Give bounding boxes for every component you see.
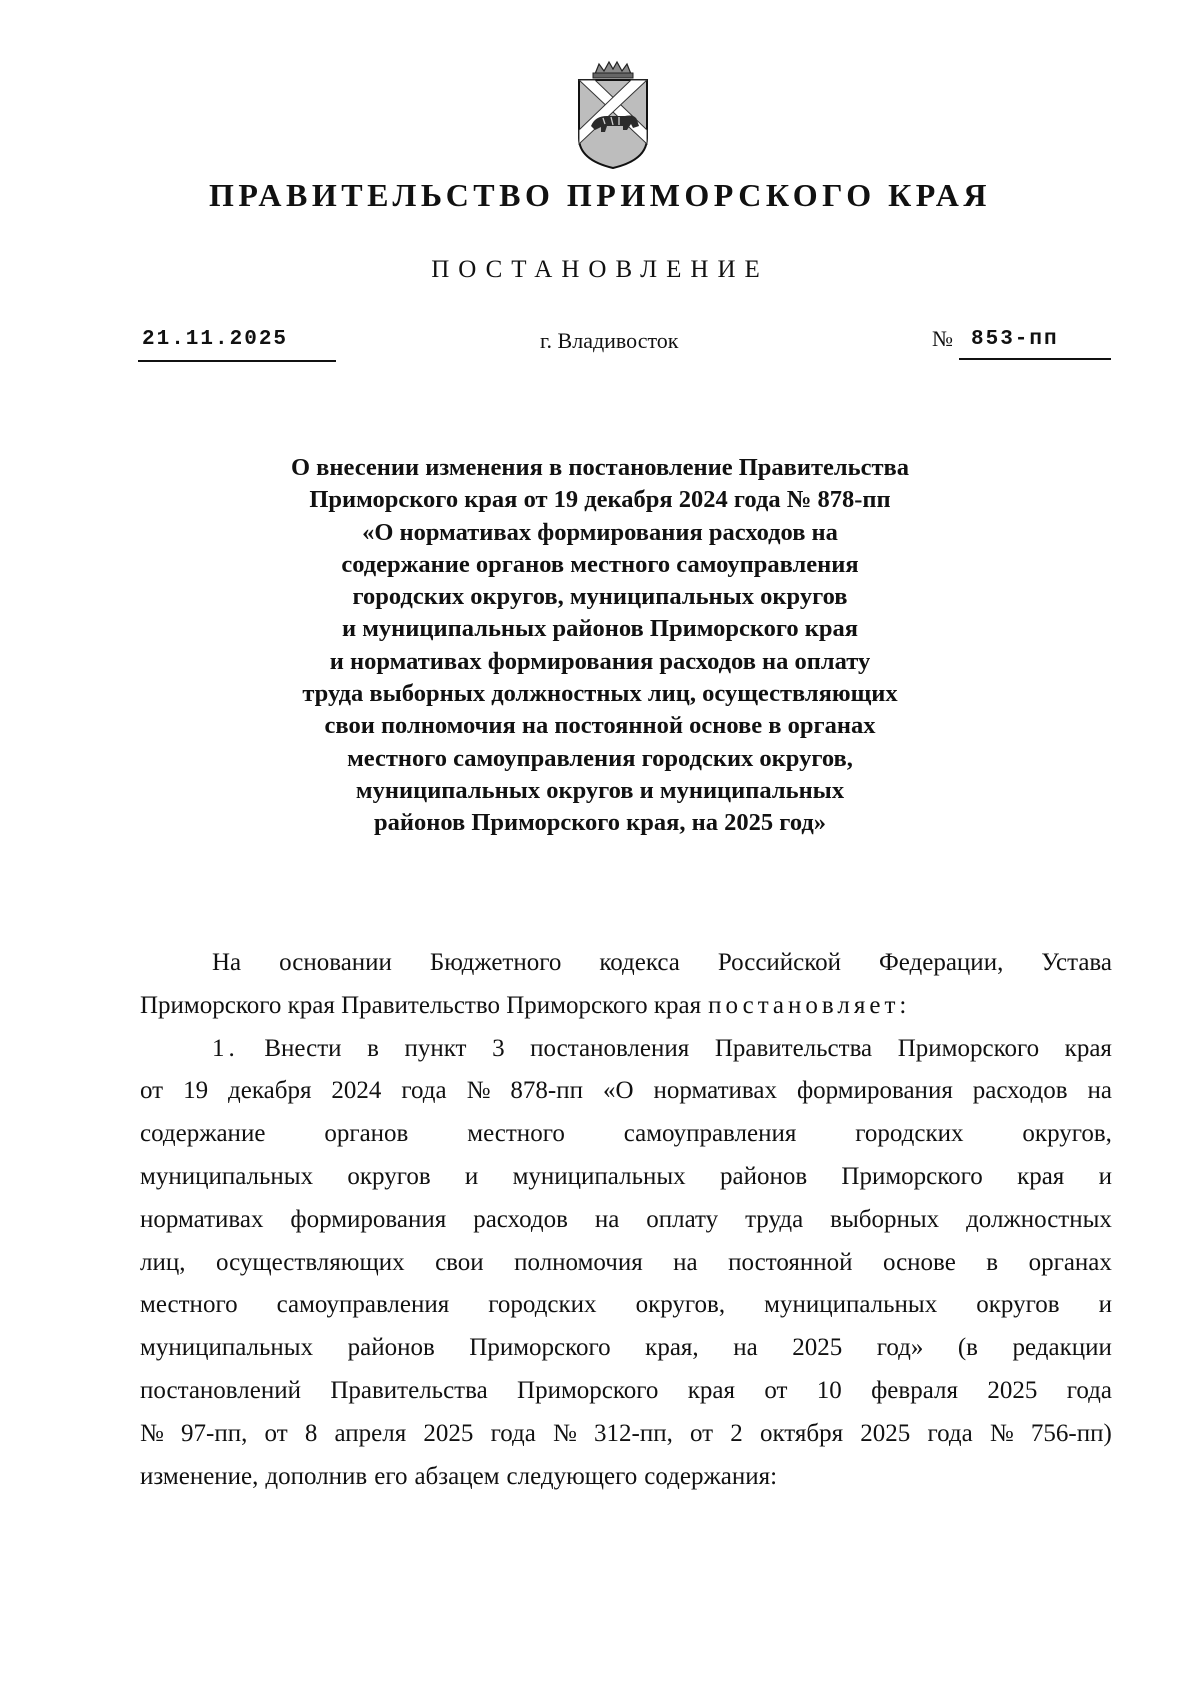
word: районов	[347, 1334, 435, 1362]
number-field	[959, 324, 1111, 360]
word: Приморского	[897, 1034, 1040, 1062]
number-sign: №	[932, 326, 953, 351]
word: округов	[347, 1162, 431, 1190]
document-date	[138, 324, 336, 362]
item-1-line-1	[140, 1028, 1112, 1071]
word: органах	[1028, 1248, 1112, 1276]
word: 10	[816, 1376, 842, 1404]
number-value: 853-пп	[971, 328, 1059, 351]
word: 2	[730, 1419, 743, 1447]
word: органов	[324, 1120, 409, 1148]
word: 2025	[987, 1376, 1038, 1404]
subject-line: Приморского края от 19 декабря 2024 года № 878-пп	[309, 486, 891, 514]
word: в	[367, 1034, 379, 1062]
word: должностных	[966, 1205, 1112, 1233]
item-1-line-6	[140, 1242, 1112, 1285]
item-1-line-4	[140, 1156, 1112, 1199]
word: «О	[602, 1077, 634, 1105]
subject-line: районов Приморского края, на 2025 год»	[373, 809, 827, 837]
word: 2025	[423, 1419, 474, 1447]
word: муниципальных	[140, 1334, 314, 1362]
word: 2024	[331, 1077, 382, 1105]
word: Федерации,	[879, 949, 1004, 976]
word: его	[374, 1462, 408, 1490]
word: местного	[140, 1291, 238, 1319]
word: Правительства	[714, 1034, 873, 1062]
organization-title: ПРАВИТЕЛЬСТВО ПРИМОРСКОГО КРАЯ	[209, 177, 991, 213]
word: и	[1098, 1162, 1112, 1190]
word: 2025	[860, 1419, 911, 1447]
item-1-line-11	[140, 1456, 1112, 1499]
item-1-line-7	[140, 1284, 1112, 1327]
resolves-word: постановляет:	[708, 991, 911, 1019]
word: основании	[279, 949, 392, 976]
word: выборных	[830, 1205, 940, 1233]
date-value: 21.11.2025	[142, 328, 289, 351]
subject-line: и муниципальных районов Приморского края	[342, 615, 858, 643]
word: самоуправления	[623, 1120, 797, 1148]
word: октября	[759, 1419, 844, 1447]
word: осуществляющих	[215, 1248, 405, 1276]
word: дополнив	[265, 1462, 368, 1490]
word: расходов	[972, 1077, 1068, 1105]
word: свои	[435, 1248, 484, 1276]
word: 3	[492, 1034, 505, 1062]
word: районов	[719, 1162, 808, 1190]
word: года	[1066, 1376, 1112, 1404]
item-1-line-10	[140, 1413, 1112, 1456]
item-1-line-2	[140, 1070, 1112, 1113]
primorye-coat-of-arms-icon	[573, 60, 653, 170]
word: основе	[882, 1248, 956, 1276]
word: округов,	[635, 1291, 726, 1319]
word: муниципальных	[764, 1291, 938, 1319]
city: г. Владивосток	[540, 328, 679, 353]
word: нормативах	[140, 1205, 264, 1233]
word: №	[466, 1077, 491, 1105]
word: (в	[957, 1334, 978, 1362]
word: самоуправления	[276, 1291, 450, 1319]
word: от	[764, 1376, 788, 1404]
word: На	[212, 949, 242, 976]
word: нормативах	[653, 1077, 777, 1105]
preamble-line-2	[140, 985, 1112, 1028]
word: абзацем	[414, 1462, 500, 1490]
word: формирования	[290, 1205, 447, 1233]
word: следующего	[506, 1462, 638, 1490]
word: на	[733, 1334, 758, 1362]
word: в	[986, 1248, 999, 1276]
subject-line: муниципальных округов и муниципальных	[355, 776, 845, 804]
subject-line: свои полномочия на постоянной основе в органах	[324, 712, 876, 740]
document-type: ПОСТАНОВЛЕНИЕ	[431, 256, 769, 283]
word: апреля	[334, 1419, 407, 1447]
word: Внести	[264, 1034, 342, 1062]
preamble-line-1	[140, 942, 1112, 985]
item-1-line-5	[140, 1199, 1112, 1242]
word: местного	[467, 1120, 565, 1148]
word: Бюджетного	[429, 949, 562, 976]
item-marker: 1.	[212, 1034, 239, 1062]
word: Российской	[717, 949, 842, 976]
document-body	[140, 942, 1112, 1498]
word: 878-пп	[510, 1077, 584, 1105]
word: 8	[304, 1419, 318, 1447]
word: на	[1087, 1077, 1112, 1105]
word: округов,	[1022, 1120, 1112, 1148]
word: постановления	[530, 1034, 690, 1062]
word: содержания:	[644, 1462, 778, 1490]
word: на	[594, 1205, 620, 1233]
word: городских	[855, 1120, 964, 1148]
word: муниципальных	[512, 1162, 686, 1190]
subject-line: и нормативах формирования расходов на оплату	[329, 647, 871, 675]
word: №	[989, 1419, 1014, 1447]
word: постановлений	[140, 1376, 301, 1404]
word: расходов	[473, 1205, 568, 1233]
word: изменение,	[140, 1462, 259, 1490]
document-subject	[230, 452, 970, 840]
item-1-line-9	[140, 1370, 1112, 1413]
word: пункт	[404, 1034, 467, 1062]
word: от	[690, 1419, 714, 1447]
word: 97-пп,	[181, 1419, 248, 1447]
subject-line: местного самоуправления городских округов,	[347, 744, 853, 772]
word: 2025	[792, 1334, 843, 1362]
word: труда	[745, 1205, 804, 1233]
word: края	[1017, 1162, 1065, 1190]
word: Приморского	[469, 1334, 611, 1362]
word: Приморского	[517, 1376, 659, 1404]
word: 312-пп,	[594, 1419, 673, 1447]
subject-line: городских округов, муниципальных округов	[352, 583, 848, 611]
word: постоянной	[728, 1248, 853, 1276]
word: муниципальных	[140, 1162, 314, 1190]
word: 19	[183, 1077, 209, 1105]
word: городских	[488, 1291, 597, 1319]
word: Правительства	[330, 1376, 488, 1404]
word: содержание	[140, 1120, 266, 1148]
subject-line: содержание органов местного самоуправления	[341, 550, 859, 578]
word: №	[552, 1419, 577, 1447]
word: формирования	[796, 1077, 953, 1105]
word: 756-пп)	[1030, 1419, 1112, 1447]
word: года	[401, 1077, 447, 1105]
word: №	[140, 1419, 164, 1447]
word: февраля	[871, 1376, 958, 1404]
preamble-text: Приморского края Правительство Приморского края	[140, 991, 702, 1019]
word: и	[1098, 1291, 1112, 1319]
word: лиц,	[140, 1248, 186, 1276]
word: округов	[976, 1291, 1060, 1319]
word: года	[927, 1419, 973, 1447]
word: на	[673, 1248, 698, 1276]
word: год»	[876, 1334, 924, 1362]
item-1-line-8	[140, 1327, 1112, 1370]
word: края	[687, 1376, 735, 1404]
item-1-line-3	[140, 1113, 1112, 1156]
word: и	[464, 1162, 479, 1190]
word: от	[140, 1077, 164, 1105]
subject-line: О внесении изменения в постановление Правительства	[291, 454, 909, 481]
word: года	[490, 1419, 536, 1447]
word: от	[264, 1419, 288, 1447]
word: Устава	[1041, 949, 1112, 976]
word: декабря	[228, 1077, 312, 1105]
document-number	[932, 324, 1112, 360]
word: края	[1064, 1034, 1112, 1062]
subject-line: «О нормативах формирования расходов на	[362, 518, 838, 546]
word: полномочия	[514, 1248, 643, 1276]
subject-line: труда выборных должностных лиц, осуществляющих	[302, 680, 898, 708]
word: края,	[645, 1334, 699, 1362]
word: Приморского	[841, 1162, 983, 1190]
word: кодекса	[599, 949, 680, 976]
word: редакции	[1012, 1334, 1112, 1362]
word: оплату	[646, 1205, 719, 1233]
